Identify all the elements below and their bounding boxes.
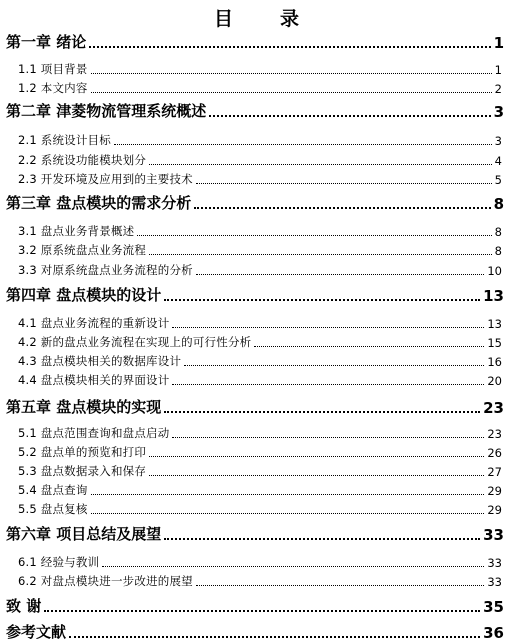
toc-label: 4.1 盘点业务流程的重新设计 (18, 316, 170, 330)
toc-label: 5.2 盘点单的预览和打印 (18, 445, 147, 459)
dot-leader (149, 254, 492, 255)
toc-label: 参考文献 (6, 623, 67, 641)
toc-page-number: 36 (483, 624, 504, 642)
toc-page-number: 2 (494, 82, 502, 96)
dot-leader (254, 346, 484, 347)
page-title (0, 4, 514, 31)
toc-label: 2.3 开发环境及应用到的主要技术 (18, 172, 193, 186)
dot-leader (114, 144, 492, 145)
dot-leader (91, 73, 492, 74)
toc-page-number: 3 (493, 103, 504, 121)
toc-section-5-2[interactable] (18, 443, 502, 460)
toc-label: 4.2 新的盘点业务流程在实现上的可行性分析 (18, 335, 252, 349)
toc-page-number: 1 (493, 34, 504, 52)
dot-leader (172, 437, 484, 438)
dot-leader (164, 538, 480, 540)
toc-label: 5.3 盘点数据录入和保存 (18, 464, 147, 478)
toc-label: 2.1 系统设计目标 (18, 133, 111, 147)
dot-leader (69, 636, 480, 638)
dot-leader (196, 183, 492, 184)
toc-label: 5.1 盘点范围查询和盘点启动 (18, 426, 170, 440)
toc-section-1-1[interactable] (18, 60, 502, 77)
toc-page-number: 8 (494, 225, 502, 239)
toc-label: 第三章 盘点模块的需求分析 (6, 194, 192, 212)
dot-leader (91, 513, 485, 514)
toc-chapter-1[interactable] (6, 30, 504, 52)
toc-label: 1.1 项目背景 (18, 62, 88, 76)
toc-section-5-5[interactable] (18, 500, 502, 517)
toc-section-4-2[interactable] (18, 333, 502, 350)
toc-page-number: 13 (487, 317, 502, 331)
toc-label: 第四章 盘点模块的设计 (6, 286, 162, 304)
toc-label: 第一章 绪论 (6, 33, 87, 51)
toc-section-6-2[interactable] (18, 572, 502, 589)
dot-leader (184, 365, 484, 366)
toc-label: 1.2 本文内容 (18, 81, 88, 95)
toc-page-number: 4 (494, 154, 502, 168)
toc-label: 5.5 盘点复核 (18, 502, 88, 516)
toc-page-number: 20 (487, 374, 502, 388)
toc-page-number: 1 (494, 63, 502, 77)
dot-leader (149, 164, 492, 165)
toc-section-5-4[interactable] (18, 481, 502, 498)
dot-leader (194, 207, 490, 209)
title-char-left: 目 (213, 8, 234, 30)
dot-leader (149, 456, 484, 457)
toc-section-5-1[interactable] (18, 424, 502, 441)
toc-page-number: 23 (483, 399, 504, 417)
toc-section-4-4[interactable] (18, 371, 502, 388)
dot-leader (172, 327, 484, 328)
toc-label: 4.4 盘点模块相关的界面设计 (18, 373, 170, 387)
toc-acknowledgements[interactable] (6, 594, 504, 616)
toc-label: 6.2 对盘点模块进一步改进的展望 (18, 574, 193, 588)
toc-page-number: 33 (487, 556, 502, 570)
toc-page-number: 23 (487, 427, 502, 441)
toc-section-3-1[interactable] (18, 222, 502, 239)
toc-section-4-1[interactable] (18, 314, 502, 331)
dot-leader (89, 46, 490, 48)
toc-label: 6.1 经验与教训 (18, 555, 100, 569)
toc-chapter-3[interactable] (6, 191, 504, 213)
dot-leader (149, 475, 484, 476)
toc-page-number: 33 (483, 526, 504, 544)
toc-page-number: 8 (493, 195, 504, 213)
toc-page-number: 29 (487, 484, 502, 498)
toc-label: 2.2 系统设功能模块划分 (18, 153, 147, 167)
toc-section-2-1[interactable] (18, 131, 502, 148)
toc-label: 3.3 对原系统盘点业务流程的分析 (18, 263, 193, 277)
toc-section-3-3[interactable] (18, 261, 502, 278)
toc-references[interactable] (6, 620, 504, 642)
dot-leader (209, 115, 490, 117)
toc-page-number: 8 (494, 244, 502, 258)
toc-label: 第六章 项目总结及展望 (6, 525, 162, 543)
toc-label: 5.4 盘点查询 (18, 483, 88, 497)
toc-section-1-2[interactable] (18, 79, 502, 96)
toc-label: 4.3 盘点模块相关的数据库设计 (18, 354, 182, 368)
toc-page-number: 35 (483, 598, 504, 616)
title-char-right: 录 (280, 8, 301, 30)
toc-label: 第二章 津菱物流管理系统概述 (6, 102, 207, 120)
dot-leader (91, 92, 492, 93)
toc-section-2-2[interactable] (18, 151, 502, 168)
toc-section-6-1[interactable] (18, 553, 502, 570)
dot-leader (44, 610, 480, 612)
toc-page-number: 26 (487, 446, 502, 460)
dot-leader (102, 566, 484, 567)
toc-section-4-3[interactable] (18, 352, 502, 369)
toc-label: 3.2 原系统盘点业务流程 (18, 243, 147, 257)
dot-leader (137, 235, 491, 236)
toc-page-number: 5 (494, 173, 502, 187)
toc-section-5-3[interactable] (18, 462, 502, 479)
dot-leader (172, 384, 484, 385)
toc-section-2-3[interactable] (18, 170, 502, 187)
dot-leader (196, 585, 485, 586)
dot-leader (196, 274, 485, 275)
toc-page-number: 3 (494, 134, 502, 148)
toc-label: 3.1 盘点业务背景概述 (18, 224, 135, 238)
toc-chapter-6[interactable] (6, 522, 504, 544)
toc-page-number: 10 (487, 264, 502, 278)
toc-page-number: 33 (487, 575, 502, 589)
toc-section-3-2[interactable] (18, 241, 502, 258)
toc-page-number: 16 (487, 355, 502, 369)
toc-chapter-4[interactable] (6, 283, 504, 305)
toc-label: 第五章 盘点模块的实现 (6, 398, 162, 416)
toc-page-number: 15 (487, 336, 502, 350)
toc-page-number: 27 (487, 465, 502, 479)
toc-chapter-5[interactable] (6, 395, 504, 417)
toc-label: 致 谢 (6, 597, 42, 615)
dot-leader (164, 299, 480, 301)
dot-leader (164, 411, 480, 413)
toc-page-number: 29 (487, 503, 502, 517)
dot-leader (91, 494, 485, 495)
toc-page-number: 13 (483, 287, 504, 305)
toc-chapter-2[interactable] (6, 99, 504, 121)
